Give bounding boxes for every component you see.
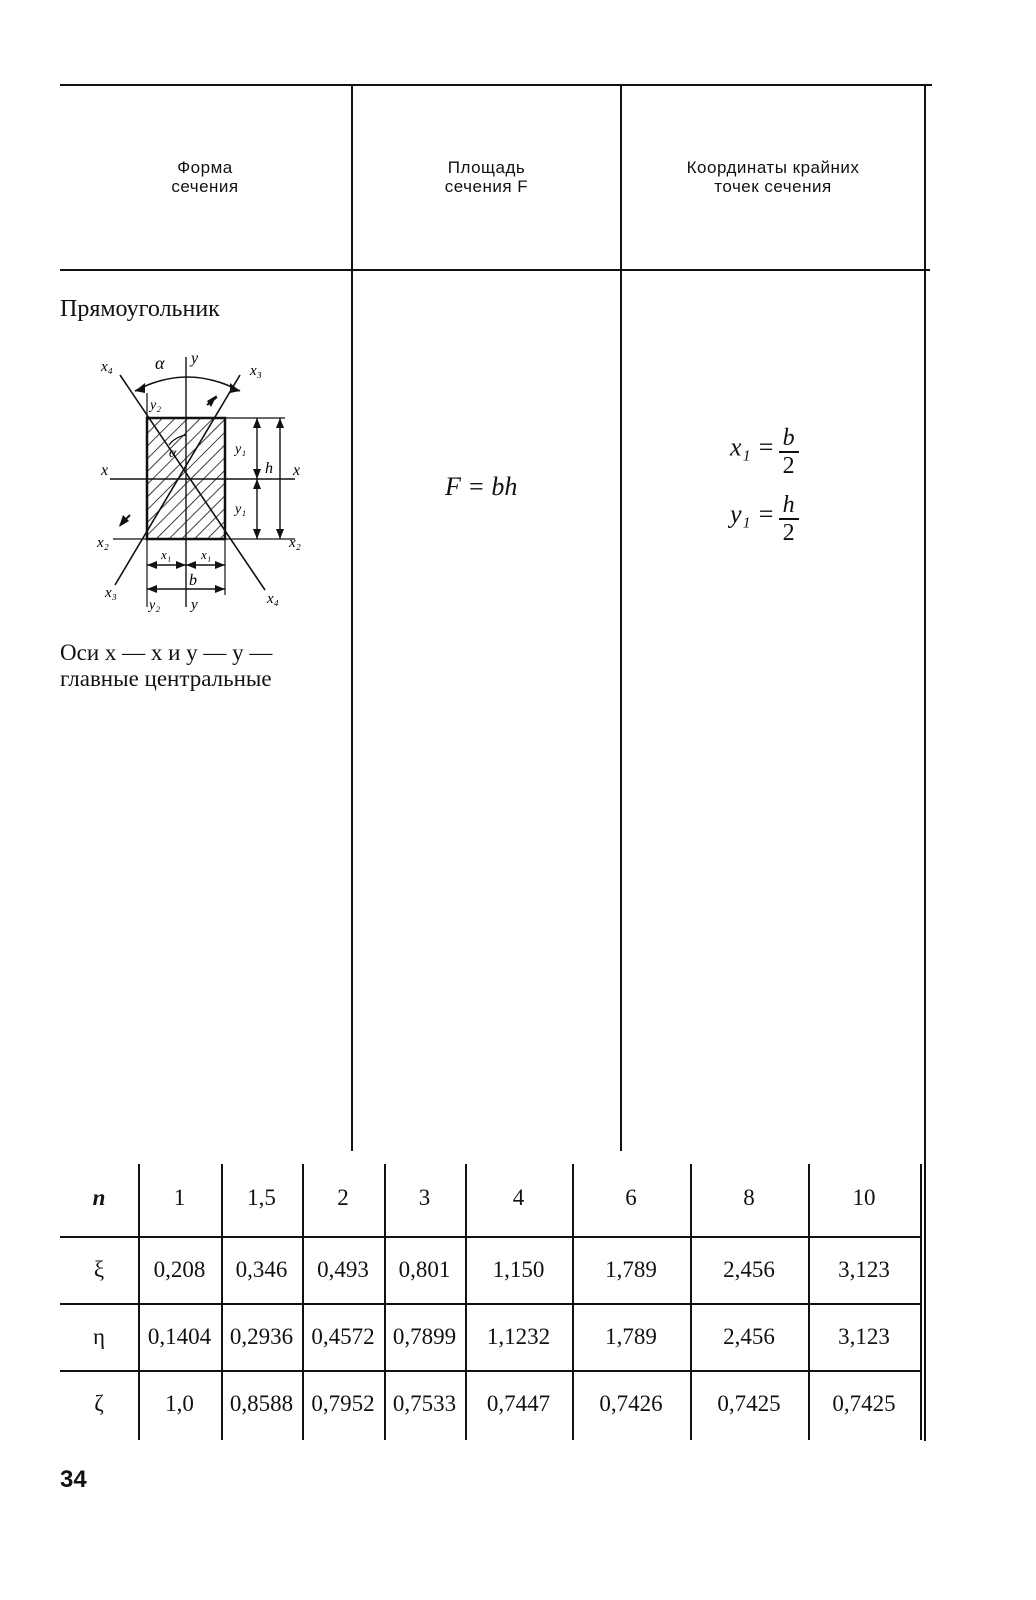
coord-y1 [730, 492, 799, 546]
label-y1-upper: y₁ [235, 442, 247, 457]
coefficient-table-cell: 2,456 [723, 1324, 775, 1349]
coefficient-table-cell: 0,7425 [717, 1391, 781, 1416]
coefficient-table-cell: 0,7899 [392, 1324, 457, 1349]
coefficient-table-header-cell: 3 [418, 1185, 431, 1210]
rectangle-section-figure [95, 345, 315, 615]
column-divider-2 [620, 86, 622, 1151]
coefficient-table-row-label: ξ [93, 1257, 105, 1282]
label-h: h [265, 460, 273, 477]
label-y2-top: y₂ [150, 398, 162, 413]
area-formula: F = bh [445, 472, 518, 501]
label-x-right: x [293, 462, 301, 479]
coefficient-table-cell: 0,7425 [832, 1391, 896, 1416]
table-top-rule [60, 84, 932, 86]
coefficient-table-header-cell: 6 [625, 1185, 637, 1210]
label-b: b [189, 572, 197, 589]
coefficient-table-cell: 0,8588 [229, 1391, 294, 1416]
label-x4-top: x₄ [101, 359, 113, 375]
coefficient-table-cell: 0,801 [398, 1257, 451, 1282]
label-x3-top: x₃ [250, 363, 262, 379]
column-divider-1 [351, 86, 353, 1151]
coord-y1-lhs: y₁ = [730, 499, 775, 529]
coord-y1-numerator: h [779, 492, 799, 520]
coefficient-table-row-divider [60, 1303, 922, 1305]
label-y2-bottom: y₂ [149, 598, 161, 613]
header-coordinates: Координаты крайних точек сечения [686, 158, 860, 196]
header-shape: Форма сечения [171, 158, 239, 196]
coefficient-table-cell: 0,4572 [311, 1324, 375, 1349]
coord-x1-numerator: b [779, 425, 799, 453]
coefficient-table-cell: 1,0 [165, 1391, 194, 1416]
coefficient-table-header-cell: 1,5 [247, 1185, 276, 1210]
label-x4-bottom: x₄ [267, 591, 279, 607]
coefficient-table-header-cell: 4 [512, 1185, 525, 1210]
coefficient-table-cell: 0,1404 [147, 1324, 212, 1349]
coord-x1 [730, 425, 799, 479]
label-y-top: y [191, 350, 199, 367]
coefficient-table-cell: 2,456 [723, 1257, 775, 1282]
label-alpha-top: α [155, 353, 165, 373]
coefficient-table-cell: 3,123 [838, 1324, 890, 1349]
coord-y1-denominator: 2 [782, 520, 795, 546]
label-x1-left: x₁ [161, 547, 172, 562]
coefficient-table-cell: 0,7426 [599, 1391, 663, 1416]
coefficient-table-cell: 1,150 [492, 1257, 545, 1282]
label-x2-left: x₂ [97, 535, 109, 551]
coefficient-table-header-cell: 1 [173, 1185, 186, 1210]
coord-x1-lhs: x₁ = [730, 432, 775, 462]
coefficient-table-row-label: ζ [94, 1391, 104, 1416]
coefficient-table-row-divider [60, 1236, 922, 1238]
coefficient-table-header-cell: 8 [743, 1185, 755, 1210]
coefficient-table-header-cell: 10 [852, 1185, 876, 1210]
coefficient-table-row-label: η [92, 1324, 106, 1349]
coord-y1-fraction [779, 492, 799, 546]
coord-x1-fraction [779, 425, 799, 479]
coefficient-table-cell: 3,123 [838, 1257, 890, 1282]
coefficient-table-header-label: n [92, 1185, 106, 1210]
coefficient-table-row-divider [60, 1370, 922, 1372]
coefficient-table-cell: 0,7447 [486, 1391, 551, 1416]
table-header-bottom-rule [60, 269, 930, 271]
coefficient-table-cell: 1,789 [605, 1257, 657, 1282]
coefficient-table-cell: 0,493 [317, 1257, 369, 1282]
coefficient-table-column-divider [920, 1164, 922, 1440]
coord-x1-denominator: 2 [782, 453, 795, 479]
coefficient-table-cell: 0,2936 [229, 1324, 294, 1349]
axes-note [60, 640, 345, 692]
label-x1-right: x₁ [201, 547, 212, 562]
label-x-left: x [101, 462, 109, 479]
coefficient-table-cell: 0,346 [235, 1257, 288, 1282]
coefficient-table-cell: 0,7952 [311, 1391, 375, 1416]
shape-name: Прямоугольник [60, 296, 220, 322]
coefficient-table-cell: 0,208 [153, 1257, 206, 1282]
axes-note-line-1: Оси x — x и y — y — [60, 640, 273, 665]
coefficient-table-cell: 1,789 [605, 1324, 657, 1349]
axes-note-line-2: главные центральные [60, 666, 272, 691]
coefficient-table-cell: 1,1232 [486, 1324, 551, 1349]
coefficient-table-cell: 0,7533 [392, 1391, 457, 1416]
label-y1-lower: y₁ [235, 502, 247, 517]
label-alpha-inner: α [169, 446, 177, 461]
coefficient-table-header-cell: 2 [337, 1185, 349, 1210]
label-x3-bottom: x₃ [105, 585, 117, 601]
table-right-border [924, 86, 926, 1441]
header-area: Площадь сечения F [444, 158, 529, 196]
label-x2-right: x₂ [289, 535, 301, 551]
page-number: 34 [60, 1466, 87, 1493]
label-y-bottom: y [191, 597, 198, 613]
